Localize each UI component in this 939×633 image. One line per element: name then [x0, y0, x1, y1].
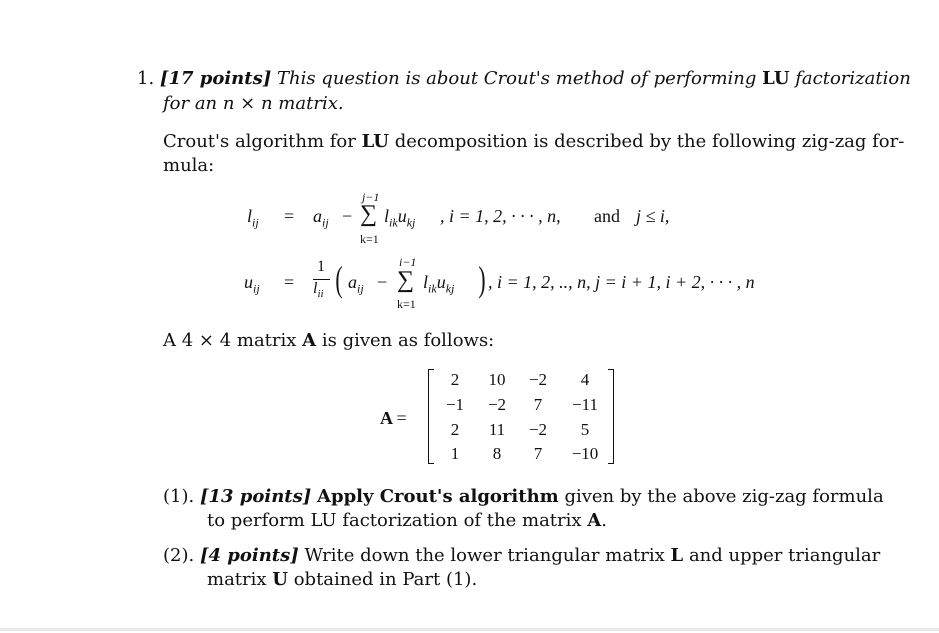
- matrix-cell: −1: [445, 395, 465, 414]
- part1-rest: given by the above zig-zag formula: [564, 486, 884, 507]
- f1-minus: −: [342, 206, 353, 226]
- matrix-cell: 8: [492, 444, 502, 463]
- part2-num: (2).: [163, 545, 195, 566]
- f1-cond: , i = 1, 2, · · · , n,: [440, 206, 561, 226]
- f2-sigma: ∑: [397, 267, 415, 293]
- f2-a: $a_{ij}$: [348, 272, 364, 296]
- matrix-cell: 7: [533, 444, 543, 463]
- f2-lhs: $u_{ij}$: [244, 272, 260, 296]
- question-intro-b: factorization: [795, 68, 911, 89]
- matrix-intro-a: A 4 × 4 matrix: [163, 330, 297, 351]
- f2-rparen: ): [478, 259, 486, 299]
- part2-bold2: U: [272, 569, 288, 590]
- question-intro-a: This question is about Crout's method of performing: [276, 68, 757, 89]
- f2-den: $l_{ii}$: [313, 280, 324, 301]
- f1-cond2: j ≤ i,: [636, 206, 670, 226]
- paragraph-b: decomposition is described by the following zig-zag for-: [394, 131, 905, 152]
- f2-minus: −: [377, 272, 388, 292]
- matrix-cell: 11: [488, 420, 506, 439]
- part2-b: and upper triangular: [688, 545, 881, 566]
- f2-sum-lower: k=1: [397, 297, 416, 311]
- f1-a: $a_{ij}$: [313, 206, 329, 230]
- matrix-cell: −2: [487, 395, 507, 414]
- matrix-intro-b: is given as follows:: [321, 330, 495, 351]
- part2-line2: [207, 569, 477, 590]
- matrix-cell: 7: [533, 395, 543, 414]
- matrix-cell: 5: [580, 420, 590, 439]
- matrix-cell: −2: [528, 420, 548, 439]
- part2-bold1: L: [670, 545, 684, 566]
- paragraph-bold: LU: [361, 131, 389, 152]
- matrix-cell: −10: [571, 444, 599, 463]
- paragraph-line2: mula:: [163, 155, 215, 176]
- matrix-cell: 1: [450, 444, 460, 463]
- f2-cond: , i = 1, 2, .., n, j = i + 1, i + 2, · · · , n: [488, 272, 755, 292]
- part1-line2-end: .: [601, 510, 607, 531]
- matrix-intro-bold: A: [302, 330, 317, 351]
- part1-line1: [163, 486, 884, 507]
- question-intro-bold: LU: [762, 68, 790, 89]
- paragraph-line1: [163, 131, 904, 152]
- part1-line2: [207, 510, 607, 531]
- matrix-label: A =: [380, 408, 407, 428]
- f1-and: and: [594, 206, 620, 226]
- question-points: [17 points]: [159, 68, 272, 89]
- f1-term: $l_{ik}u_{kj}$: [384, 206, 416, 230]
- f2-lparen: (: [335, 259, 343, 299]
- f1-sum-upper: j−1: [362, 190, 380, 204]
- part1-line2-a: to perform LU factorization of the matrix: [207, 510, 582, 531]
- f1-sum-lower: k=1: [360, 232, 379, 246]
- paragraph-a: Crout's algorithm for: [163, 131, 356, 152]
- matrix-cell: −2: [528, 370, 548, 389]
- matrix-right-bracket: [608, 369, 614, 464]
- matrix-cell: 2: [450, 420, 460, 439]
- f1-eq: =: [284, 206, 295, 226]
- question-number: 1.: [137, 68, 155, 89]
- question-intro-line2: for an n × n matrix.: [163, 93, 344, 114]
- f2-num: 1: [317, 258, 325, 275]
- part2-a: Write down the lower triangular matrix: [304, 545, 665, 566]
- f1-lhs: $l_{ij}$: [247, 206, 259, 230]
- matrix-intro: [163, 330, 494, 351]
- part2-line1: [163, 545, 880, 566]
- part1-bold: Apply Crout's algorithm: [317, 486, 559, 507]
- f2-sum-upper: i−1: [399, 255, 417, 269]
- part1-line2-bold: A: [587, 510, 602, 531]
- matrix-left-bracket: [428, 369, 434, 464]
- matrix-cell: −11: [572, 395, 598, 414]
- part2-line2-a: matrix: [207, 569, 267, 590]
- f1-sigma: ∑: [360, 201, 378, 227]
- part2-points: [4 points]: [199, 545, 299, 566]
- page-bottom-rule: [0, 628, 939, 631]
- f2-eq: =: [284, 272, 295, 292]
- f2-term: $l_{ik}u_{kj}$: [423, 272, 455, 296]
- part2-line2-b: obtained in Part (1).: [293, 569, 478, 590]
- part1-num: (1).: [163, 486, 195, 507]
- matrix-cell: 4: [580, 370, 590, 389]
- matrix-cell: 10: [488, 370, 506, 389]
- matrix-cell: 2: [450, 370, 460, 389]
- question-header: [137, 68, 911, 89]
- part1-points: [13 points]: [199, 486, 312, 507]
